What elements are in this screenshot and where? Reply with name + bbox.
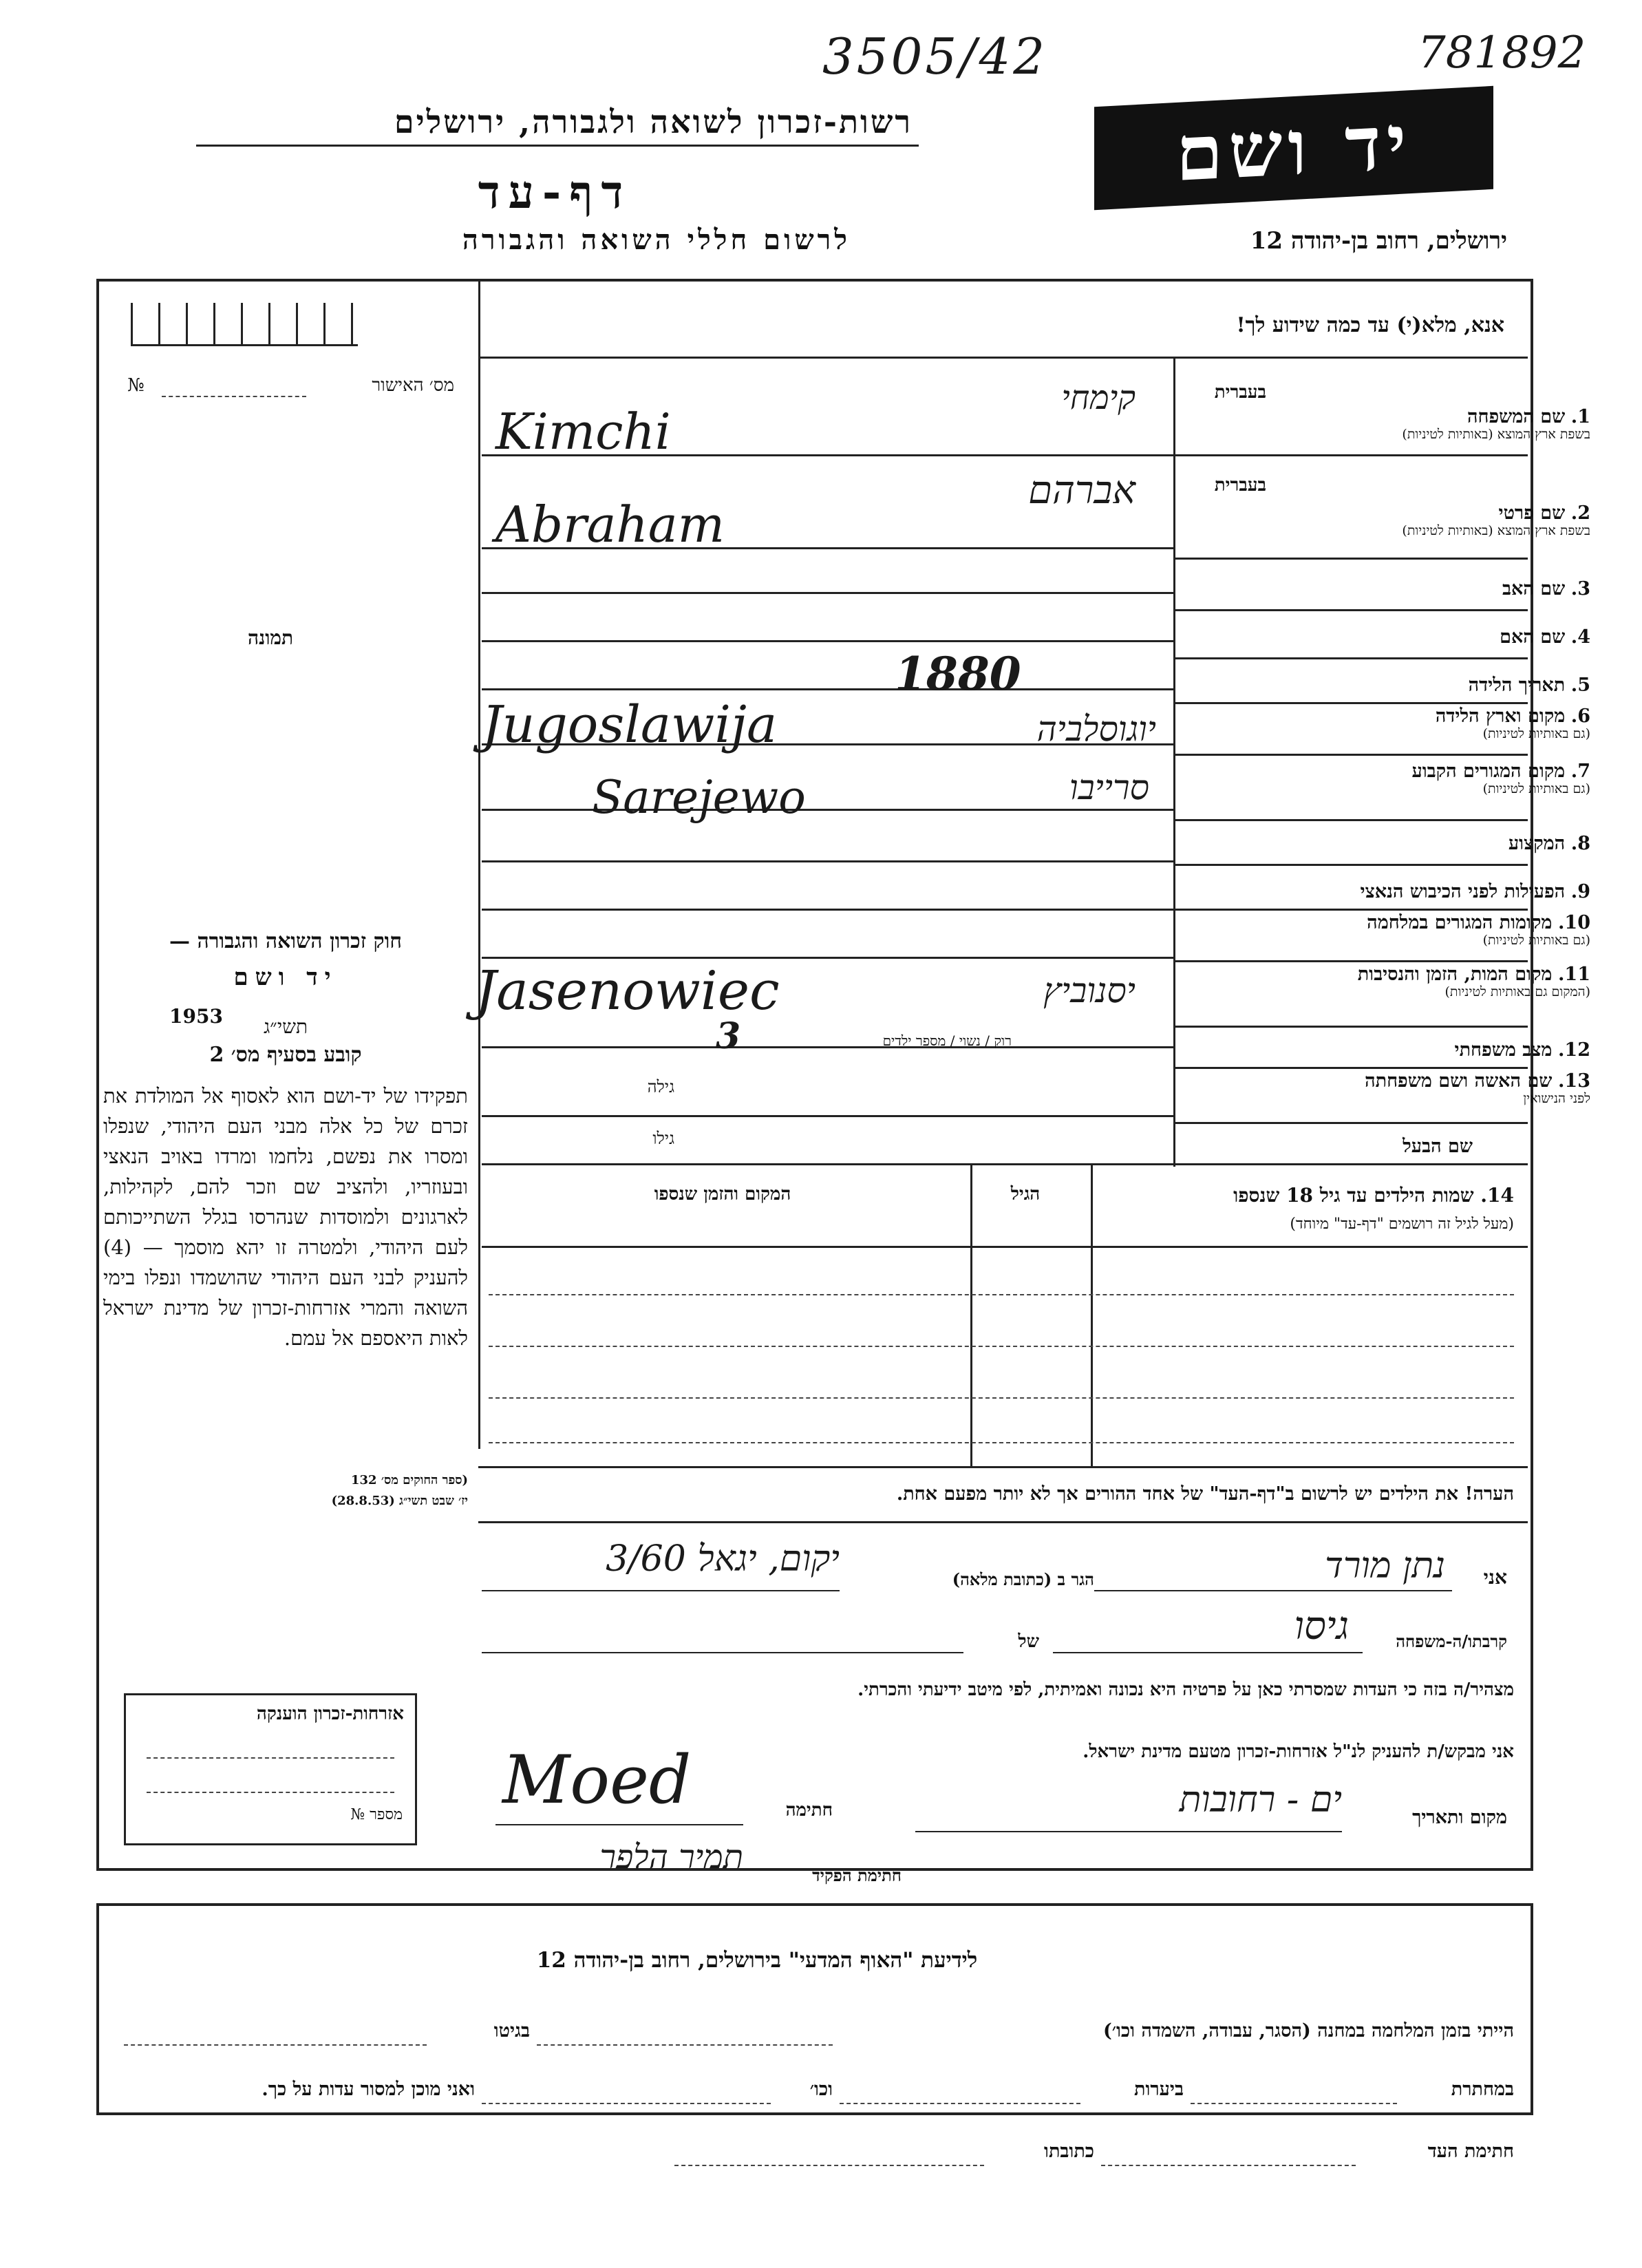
field-rule-13 xyxy=(1173,1122,1528,1124)
field-rule-3 xyxy=(1173,609,1528,611)
address-line[interactable] xyxy=(482,1590,840,1591)
field-surname: 1. שם המשפחה בשפת ארץ המוצא (באותיות לטיניות) xyxy=(1402,406,1590,443)
left-panel-divider xyxy=(478,279,480,1449)
children-header-rule xyxy=(482,1246,1528,1248)
stamp-title: אזרחות-זכרון הוענקה xyxy=(256,1704,404,1724)
footer-line1-b: בגיטו xyxy=(493,2020,530,2042)
officer-label: חתימת הפקיד xyxy=(812,1865,902,1885)
field-rule-1 xyxy=(1173,454,1528,456)
hw-children-count: 3 xyxy=(716,1015,741,1057)
children-label: 14. שמות הילדים עד גיל 18 שנספו xyxy=(1233,1184,1514,1207)
hw-address: יקום, יגאל 3/60 xyxy=(606,1538,840,1580)
children-sub: (מעל לגיל זה רושמים "דף-עד" מיוחד) xyxy=(1290,1216,1514,1233)
law-year-heb: תשי״ג xyxy=(263,1015,308,1038)
hw-signature: Moed xyxy=(502,1741,692,1819)
law-ref1: (ספר החוקים מס׳ 132 xyxy=(350,1473,468,1487)
corner-number: 781892 xyxy=(1418,28,1586,78)
place-time-column-header: המקום והזמן שנספו xyxy=(654,1184,791,1205)
relation-line[interactable] xyxy=(1053,1652,1363,1653)
note: הערה! את הילדים יש לרשום ב"דף-העד" של אחד ההורים אך לא יותר מפעם אחת. xyxy=(896,1483,1514,1505)
age-column-header: הגיל xyxy=(1010,1184,1041,1205)
footer-line2-b: ביערות xyxy=(1133,2079,1184,2100)
row-rule-12 xyxy=(482,1115,1173,1117)
hw-surname-heb: קימחי xyxy=(1061,379,1135,417)
field-rule-7 xyxy=(1173,819,1528,821)
field-rule-11 xyxy=(1173,1026,1528,1028)
field-rule-9 xyxy=(1173,909,1528,911)
footer-line2-c: וכו׳ xyxy=(809,2079,833,2100)
row-rule-7 xyxy=(482,809,1173,811)
footer-line3-dots-1 xyxy=(1101,2165,1356,2166)
hw-birth-year: 1880 xyxy=(895,647,1021,701)
hebrew-label-1: בעברית xyxy=(1214,382,1266,403)
footer-line2-d: ואני מוכן למסור עדות על כך. xyxy=(262,2079,475,2100)
field-rule-2 xyxy=(1173,558,1528,560)
field-wife-name: 13. שם האשה ושם משפחתה לפני הנישואין xyxy=(1365,1070,1590,1107)
relation-label: קרבתו/ה-משפחה xyxy=(1396,1631,1507,1651)
law-text: תפקידו של יד-ושם הוא לאסוף אל המולדת את זכרם של כל אלה מבני העם היהודי, שנפלו ומסרו את נפשם, נלחמו ומרדו באויב הנאצי ובעוזריו, ולהציב שם וזכר להם, לקהילות, לארגונים ולמוסדות שנהרסו בגלל השתייכותם לעם היהודי, ולמטרה זו יהא מוסמך — (4) להעניק לבני העם היהודי שהושמדו ונפלו בימי השואה והמרי אזרחות-זכרון של מדינת ישראל לאות היאספם אל עמם. xyxy=(103,1084,468,1350)
field-marital: 12. מצב משפחתי xyxy=(1454,1039,1590,1061)
row-rule-13 xyxy=(482,1163,1528,1165)
footer-title: לידיעת "האוף המדעי" בירושלים, רחוב בן-יהודה 12 xyxy=(536,1948,978,1973)
footer-line3-b: כתובתו xyxy=(1044,2141,1094,2162)
note-rule xyxy=(478,1521,1528,1523)
file-number: 3505/42 xyxy=(822,28,1048,85)
law-year: 1953 xyxy=(169,1005,223,1028)
signature-label: חתימה xyxy=(785,1800,833,1821)
yad-vashem-logo xyxy=(1094,86,1493,210)
field-profession: 8. המקצוע xyxy=(1508,833,1590,854)
citizenship-stamp-box xyxy=(124,1693,417,1845)
footer-line2-a: במחתרת xyxy=(1451,2079,1514,2100)
hw-officer: תמיר הלפר xyxy=(599,1838,743,1876)
hw-surname-lat: Kimchi xyxy=(495,403,671,460)
field-rule-8 xyxy=(1173,864,1528,866)
hw-residence-heb: סרייבו xyxy=(1069,767,1149,807)
hw-first-heb: אברהם xyxy=(1028,468,1135,513)
row-rule-5 xyxy=(482,688,1173,690)
law-name: יד ושם xyxy=(233,964,338,991)
stamp-line-1 xyxy=(147,1757,394,1759)
footer-line2-dots-3 xyxy=(482,2103,771,2104)
approval-label: מס׳ האישור xyxy=(372,375,454,396)
form-subtitle: לרשום חללי השואה והגבורה xyxy=(462,224,851,256)
hw-residence-lat: Sarejewo xyxy=(592,771,806,824)
law-clause: קובע בסעיף מס׳ 2 xyxy=(209,1043,362,1067)
row-rule-8 xyxy=(482,860,1173,862)
children-col-2 xyxy=(1091,1163,1093,1466)
footer-line2-dots-2 xyxy=(840,2103,1080,2104)
age-label-1: גילה xyxy=(647,1077,674,1096)
field-father: 3. שם האב xyxy=(1502,578,1590,600)
statement-2: אני מבקש/ת להעניק לנ"ל אזרחות-זכרון מטעם מדינת ישראל. xyxy=(1083,1741,1514,1762)
i-label: אני xyxy=(1483,1566,1507,1589)
row-rule-9 xyxy=(482,909,1173,911)
children-col-1 xyxy=(970,1163,972,1466)
field-rule-4 xyxy=(1173,657,1528,659)
law-title: חוק זכרון השואה והגבורה — xyxy=(169,929,402,953)
field-mother: 4. שם האם xyxy=(1500,626,1590,648)
hw-death-lat: Jasenowiec xyxy=(475,960,780,1022)
hebrew-label-2: בעברית xyxy=(1214,475,1266,496)
field-birth-place: 6. מקום וארץ הלידה (גם באותיות לטיניות) xyxy=(1435,706,1590,742)
logo-text: יד ושם xyxy=(1175,97,1412,198)
label-column-divider xyxy=(1173,358,1175,1167)
footer-line3-dots-2 xyxy=(674,2165,984,2166)
instruction: אנא, מלא(י) עד כמה שידוע לך! xyxy=(1236,313,1504,337)
field-first-name: 2. שם פרטי בשפת ארץ המוצא (באותיות לטיניות) xyxy=(1402,502,1590,539)
footer-line2-dots-1 xyxy=(1191,2103,1397,2104)
field-death: 11. מקום המות, הזמן והנסיבות (המקום גם באותיות לטיניות) xyxy=(1357,964,1590,1000)
footer-line1-dots-1 xyxy=(537,2044,833,2046)
field-residence: 7. מקום המגורים הקבוע (גם באותיות לטיניות) xyxy=(1411,761,1590,797)
field-rule-10 xyxy=(1173,960,1528,962)
children-row-2 xyxy=(489,1346,1514,1347)
row-rule-3 xyxy=(482,592,1173,594)
hw-birth-place-heb: יוגוסלביה xyxy=(1036,709,1156,749)
approval-tick-box xyxy=(131,303,358,346)
stamp-line-2 xyxy=(147,1792,394,1793)
approval-no: № xyxy=(127,375,145,396)
hw-birth-place-lat: Jugoslawija xyxy=(482,695,778,754)
marital-options: רוק / נשוי / מספר ילדים xyxy=(882,1032,1012,1049)
children-row-1 xyxy=(489,1294,1514,1295)
husband-label: שם הבעל xyxy=(1403,1136,1473,1157)
footer-line1-a: הייתי בזמן המלחמה במחנה (הסגר, עבודה, השמדה וכו׳) xyxy=(1103,2020,1514,2042)
org-line: רשות-זכרון לשואה ולגבורה, ירושלים xyxy=(394,103,913,140)
place-date-label: מקום ותאריך xyxy=(1412,1807,1507,1828)
address-label: הגר ב (כתובת מלאה) xyxy=(952,1569,1094,1589)
statement-1: מצהיר/ה בזה כי העדות שמסרתי כאן על פרטיה היא נכונה ואמיתית, לפי מיטב ידיעתי והכרתי. xyxy=(857,1679,1514,1700)
law-ref2: יז׳ שבט תשי״ג (28.8.53) xyxy=(331,1494,468,1508)
org-underline xyxy=(196,145,919,147)
place-date-line[interactable] xyxy=(915,1831,1342,1832)
children-row-3 xyxy=(489,1397,1514,1399)
field-prewar: 9. הפעילות לפני הכיבוש הנאצי xyxy=(1360,881,1590,902)
hw-place-date: ים - רחובות xyxy=(1179,1779,1342,1821)
hw-first-lat: Abraham xyxy=(495,496,725,553)
footer-line3-a: חתימת העד xyxy=(1427,2141,1514,2162)
address: ירושלים, רחוב בן-יהודה 12 xyxy=(1250,227,1507,255)
hw-witness-name: נתן מורד xyxy=(1325,1545,1445,1587)
field-wartime-places: 10. מקומות המגורים במלחמה (גם באותיות לטיניות) xyxy=(1367,912,1590,948)
photo-label: תמונה xyxy=(248,626,294,649)
field-birth-date: 5. תאריך הלידה xyxy=(1468,675,1590,696)
row-rule-4 xyxy=(482,640,1173,642)
instruction-rule xyxy=(478,357,1528,359)
field-rule-5 xyxy=(1173,702,1528,704)
hw-relation: גיסו xyxy=(1294,1604,1349,1649)
children-row-4 xyxy=(489,1442,1514,1443)
of-line[interactable] xyxy=(482,1652,963,1653)
stamp-no: מספר № xyxy=(350,1806,403,1823)
of-label: של xyxy=(1018,1631,1039,1652)
approval-line xyxy=(162,396,306,397)
signature-line[interactable] xyxy=(495,1824,743,1825)
hw-death-heb: יסנוביץ xyxy=(1043,971,1135,1010)
field-rule-6 xyxy=(1173,754,1528,756)
footer-line1-dots-2 xyxy=(124,2044,427,2046)
age-label-2: גילו xyxy=(652,1129,674,1148)
name-line[interactable] xyxy=(1094,1590,1452,1591)
row-rule-10 xyxy=(482,957,1173,959)
children-bottom-rule xyxy=(478,1466,1528,1468)
field-rule-12 xyxy=(1173,1067,1528,1069)
form-title: דף-עד xyxy=(478,165,632,219)
